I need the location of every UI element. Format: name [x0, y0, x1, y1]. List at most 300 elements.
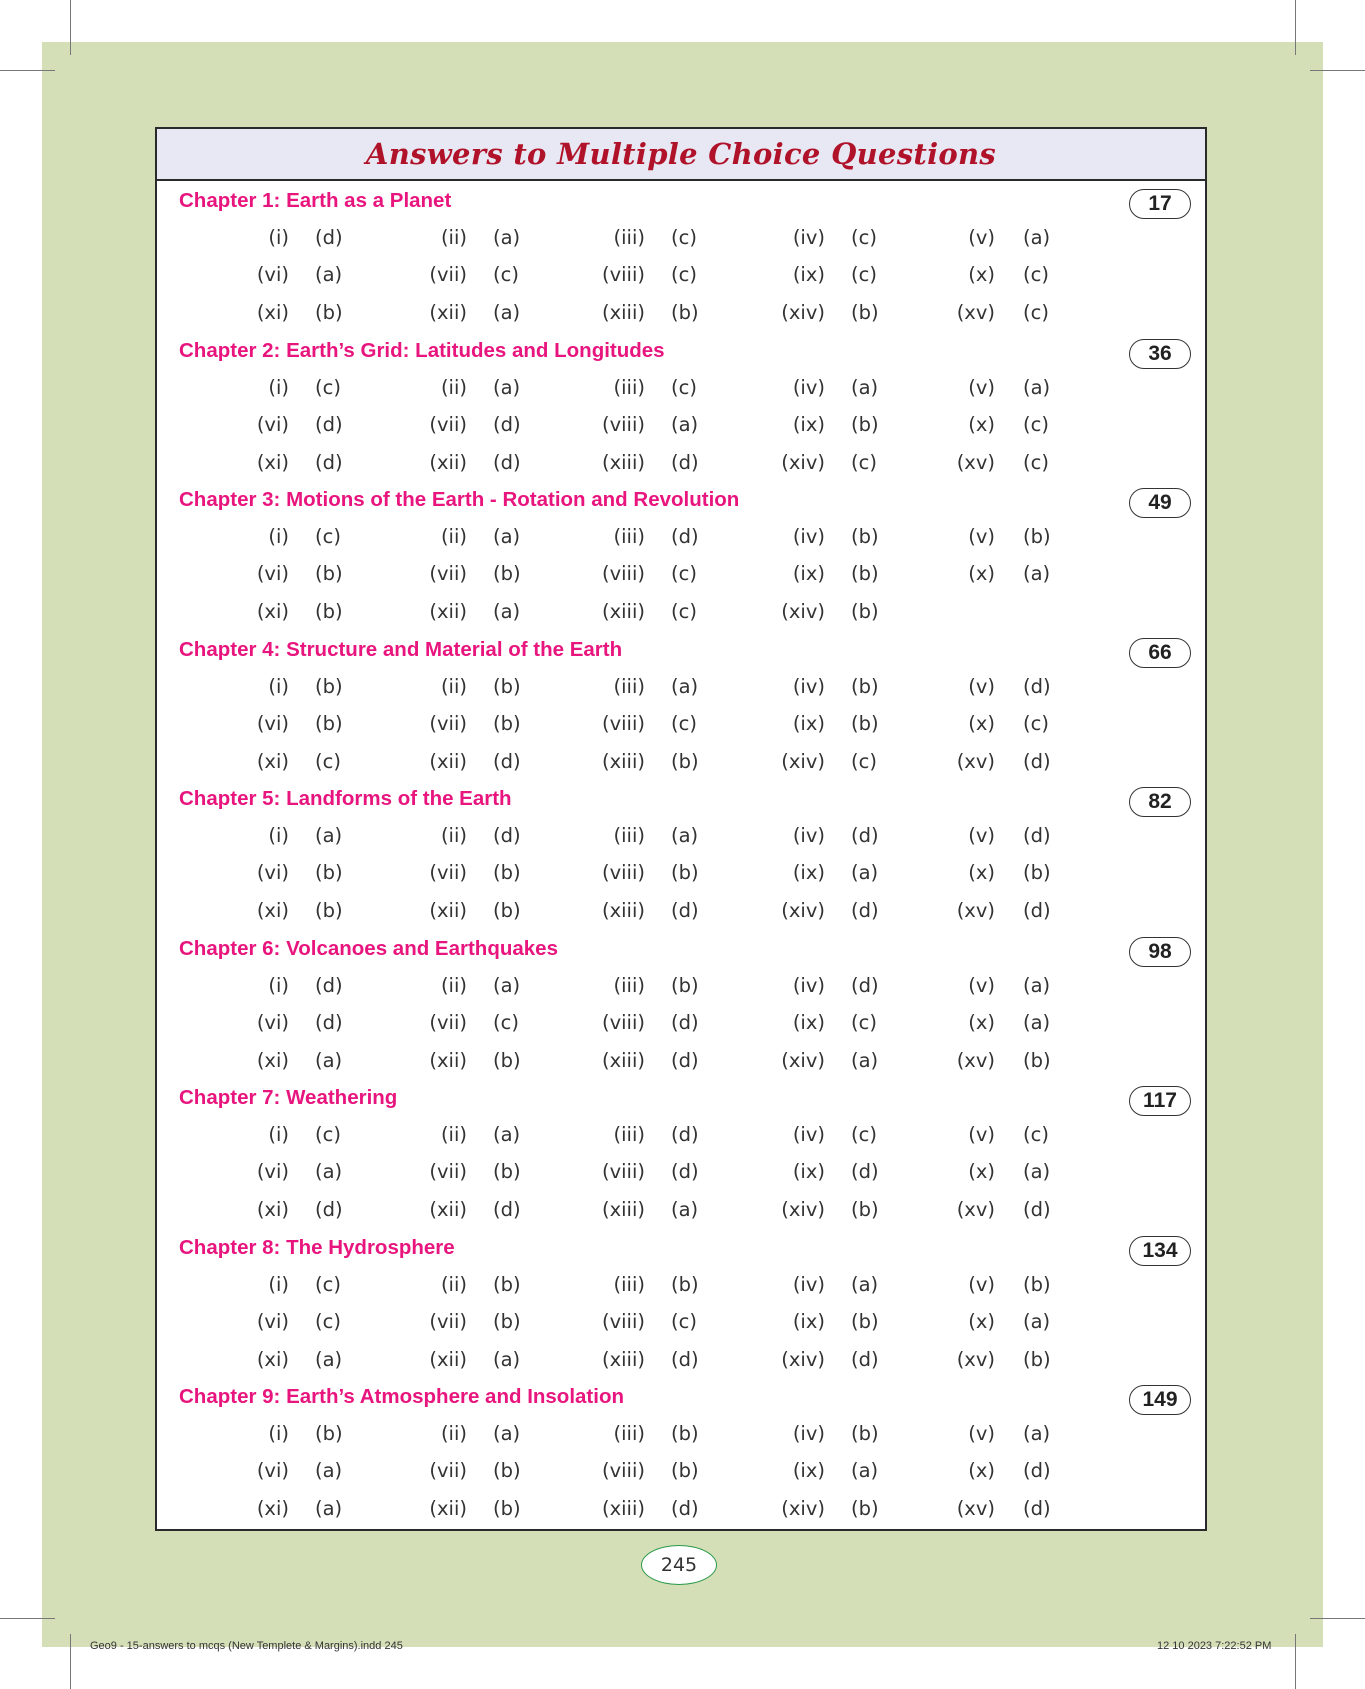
- answer-option: (d): [493, 412, 521, 436]
- question-number: (xi): [256, 450, 289, 474]
- chapter-block: [157, 929, 1205, 1079]
- crop-mark: [70, 1634, 71, 1689]
- answer-option: (c): [493, 263, 519, 286]
- question-number: (x): [968, 412, 995, 436]
- answer-option: (b): [671, 973, 699, 997]
- question-number: (x): [968, 1309, 995, 1333]
- question-number: (ii): [440, 1272, 467, 1296]
- answer-option: (d): [671, 450, 699, 474]
- chapter-heading: Chapter 7: Weathering: [179, 1086, 398, 1109]
- answer-row: [157, 1497, 1205, 1527]
- answer-row: [157, 600, 1205, 630]
- question-number: (xi): [256, 899, 289, 922]
- answer-option: (b): [315, 301, 343, 324]
- answer-option: (b): [315, 674, 343, 698]
- answer-option: (c): [671, 226, 697, 249]
- answer-option: (a): [1023, 1422, 1051, 1445]
- question-number: (vi): [256, 562, 289, 585]
- question-number: (iv): [792, 375, 825, 399]
- panel-header: [157, 129, 1205, 181]
- chapter-heading: Chapter 5: Landforms of the Earth: [179, 787, 512, 810]
- answer-option: (b): [315, 899, 343, 922]
- question-number: (vi): [256, 263, 289, 286]
- chapter-heading: Chapter 4: Structure and Material of the Earth: [179, 637, 623, 661]
- question-number: (xii): [429, 450, 467, 474]
- answer-row: [157, 376, 1205, 406]
- question-number: (ii): [440, 1123, 467, 1146]
- question-number: (vii): [429, 1309, 467, 1333]
- chapter-page-badge: 49: [1129, 488, 1191, 518]
- question-number: (v): [968, 375, 995, 399]
- question-number: (vi): [256, 711, 289, 735]
- answer-option: (c): [1023, 1123, 1049, 1146]
- question-number: (x): [968, 263, 995, 286]
- answer-option: (d): [493, 824, 521, 847]
- question-number: (xiii): [601, 749, 645, 773]
- answer-option: (a): [493, 1347, 521, 1371]
- question-number: (ix): [792, 861, 825, 884]
- answer-option: (d): [315, 226, 343, 249]
- answer-option: (b): [1023, 1272, 1051, 1296]
- chapter-page-badge: 17: [1129, 189, 1191, 219]
- question-number: (xiv): [781, 450, 825, 474]
- answer-option: (c): [1023, 301, 1049, 324]
- answer-option: (c): [1023, 711, 1049, 735]
- answer-option: (c): [671, 711, 697, 735]
- answer-option: (b): [1023, 1347, 1051, 1371]
- answer-row: [157, 1310, 1205, 1340]
- answer-option: (b): [671, 301, 699, 324]
- answer-row: [157, 861, 1205, 891]
- answer-option: (b): [315, 711, 343, 735]
- question-number: (iii): [613, 1272, 645, 1296]
- crop-mark: [1310, 1618, 1365, 1619]
- question-number: (xiv): [781, 301, 825, 324]
- answer-option: (b): [493, 899, 521, 922]
- answer-option: (b): [851, 1422, 879, 1445]
- question-number: (xiv): [781, 749, 825, 773]
- answer-option: (b): [1023, 861, 1051, 884]
- answer-option: (d): [1023, 899, 1051, 922]
- question-number: (v): [968, 525, 995, 548]
- question-number: (xi): [256, 1347, 289, 1371]
- answer-option: (b): [671, 1272, 699, 1296]
- question-number: (xiii): [601, 1048, 645, 1072]
- answer-option: (a): [1023, 226, 1051, 249]
- question-number: (viii): [601, 412, 645, 436]
- question-number: (vi): [256, 412, 289, 436]
- question-number: (viii): [601, 1459, 645, 1482]
- answer-option: (a): [315, 263, 343, 286]
- question-number: (xiv): [781, 1497, 825, 1520]
- question-number: (x): [968, 711, 995, 735]
- chapter-page-badge: 98: [1129, 937, 1191, 967]
- answer-option: (b): [493, 1160, 521, 1183]
- answer-option: (a): [1023, 1160, 1051, 1183]
- answer-option: (a): [851, 1048, 879, 1072]
- answer-option: (d): [851, 1347, 879, 1371]
- answer-option: (b): [851, 674, 879, 698]
- answer-option: (c): [315, 1309, 341, 1333]
- answer-option: (b): [493, 1048, 521, 1072]
- question-number: (xv): [956, 1198, 995, 1221]
- question-number: (xii): [429, 749, 467, 773]
- question-number: (iii): [613, 525, 645, 548]
- question-number: (xv): [956, 1048, 995, 1072]
- chapter-heading: Chapter 9: Earth’s Atmosphere and Insolation: [179, 1385, 624, 1408]
- answer-option: (d): [671, 1048, 699, 1072]
- question-number: (xii): [429, 600, 467, 623]
- question-number: (xv): [956, 1347, 995, 1371]
- question-number: (xi): [256, 301, 289, 324]
- question-number: (viii): [601, 861, 645, 884]
- question-number: (v): [968, 1272, 995, 1296]
- answer-option: (d): [851, 899, 879, 922]
- question-number: (iii): [613, 973, 645, 997]
- answer-row: [157, 1273, 1205, 1303]
- question-number: (ix): [792, 1309, 825, 1333]
- question-number: (xiv): [781, 899, 825, 922]
- answer-option: (b): [315, 1422, 343, 1445]
- answer-option: (a): [671, 824, 699, 847]
- question-number: (xii): [429, 1497, 467, 1520]
- answer-option: (b): [493, 861, 521, 884]
- answer-option: (b): [851, 412, 879, 436]
- question-number: (viii): [601, 1010, 645, 1034]
- answer-option: (d): [671, 525, 699, 548]
- question-number: (ii): [440, 973, 467, 997]
- question-number: (x): [968, 1160, 995, 1183]
- answers-panel: [155, 127, 1207, 1531]
- question-number: (ii): [440, 674, 467, 698]
- question-number: (ix): [792, 1459, 825, 1482]
- answer-option: (c): [851, 1010, 877, 1034]
- answer-row: [157, 1049, 1205, 1079]
- answer-row: [157, 263, 1205, 293]
- answer-row: [157, 1348, 1205, 1378]
- question-number: (xiii): [601, 1497, 645, 1520]
- question-number: (vii): [429, 1160, 467, 1183]
- chapter-heading: Chapter 1: Earth as a Planet: [179, 189, 452, 212]
- answer-row: [157, 451, 1205, 481]
- answer-option: (d): [1023, 1497, 1051, 1520]
- answer-option: (d): [1023, 1198, 1051, 1221]
- question-number: (ix): [792, 1010, 825, 1034]
- question-number: (iii): [613, 824, 645, 847]
- answer-option: (c): [1023, 412, 1049, 436]
- answer-option: (d): [493, 450, 521, 474]
- answer-option: (a): [671, 674, 699, 698]
- answer-option: (d): [1023, 749, 1051, 773]
- answer-option: (c): [315, 375, 341, 399]
- question-number: (x): [968, 1459, 995, 1482]
- answer-option: (c): [1023, 263, 1049, 286]
- question-number: (vi): [256, 861, 289, 884]
- answer-option: (c): [851, 450, 877, 474]
- question-number: (xi): [256, 1497, 289, 1520]
- question-number: (xi): [256, 1198, 289, 1221]
- file-slug: Geo9 - 15-answers to mcqs (New Templete & Margins).indd 245: [90, 1640, 403, 1652]
- answer-option: (b): [671, 1459, 699, 1482]
- answer-option: (c): [493, 1010, 519, 1034]
- answer-option: (b): [1023, 525, 1051, 548]
- question-number: (ix): [792, 711, 825, 735]
- answer-row: [157, 1160, 1205, 1190]
- answer-option: (b): [851, 600, 879, 623]
- question-number: (xv): [956, 1497, 995, 1520]
- question-number: (xii): [429, 1198, 467, 1221]
- answer-option: (b): [493, 1459, 521, 1482]
- answer-option: (d): [315, 1010, 343, 1034]
- question-number: (i): [268, 375, 289, 399]
- answer-row: [157, 525, 1205, 555]
- chapter-block: [157, 1377, 1205, 1527]
- question-number: (vii): [429, 861, 467, 884]
- crop-mark: [0, 1618, 55, 1619]
- answer-option: (b): [493, 562, 521, 585]
- question-number: (vi): [256, 1160, 289, 1183]
- answer-option: (b): [493, 1497, 521, 1520]
- question-number: (viii): [601, 1309, 645, 1333]
- chapter-heading: Chapter 8: The Hydrosphere: [179, 1235, 455, 1259]
- question-number: (xi): [256, 1048, 289, 1072]
- question-number: (xiii): [601, 600, 645, 623]
- question-number: (iv): [792, 1422, 825, 1445]
- answer-option: (b): [493, 674, 521, 698]
- question-number: (vii): [429, 562, 467, 585]
- chapter-block: [157, 480, 1205, 630]
- answer-option: (a): [315, 824, 343, 847]
- chapter-block: [157, 1228, 1205, 1378]
- question-number: (xii): [429, 1347, 467, 1371]
- chapter-page-badge: 36: [1129, 339, 1191, 369]
- answer-option: (a): [851, 861, 879, 884]
- answer-row: [157, 1198, 1205, 1228]
- question-number: (xi): [256, 600, 289, 623]
- question-number: (xii): [429, 301, 467, 324]
- question-number: (xv): [956, 450, 995, 474]
- answer-option: (c): [851, 263, 877, 286]
- page-number: 245: [641, 1545, 717, 1585]
- question-number: (v): [968, 824, 995, 847]
- chapter-page-badge: 149: [1129, 1385, 1191, 1415]
- answer-option: (a): [315, 1459, 343, 1482]
- crop-mark: [70, 0, 71, 55]
- question-number: (xiii): [601, 301, 645, 324]
- question-number: (i): [268, 824, 289, 847]
- answer-option: (d): [671, 1347, 699, 1371]
- question-number: (x): [968, 562, 995, 585]
- answer-row: [157, 899, 1205, 929]
- question-number: (xiv): [781, 1347, 825, 1371]
- question-number: (iv): [792, 226, 825, 249]
- answer-option: (a): [315, 1347, 343, 1371]
- answer-row: [157, 562, 1205, 592]
- answer-row: [157, 226, 1205, 256]
- answer-option: (a): [493, 226, 521, 249]
- chapter-page-badge: 117: [1129, 1086, 1191, 1116]
- question-number: (iv): [792, 824, 825, 847]
- answer-option: (b): [851, 711, 879, 735]
- answer-option: (b): [493, 1272, 521, 1296]
- answer-option: (a): [493, 973, 521, 997]
- question-number: (xiii): [601, 1347, 645, 1371]
- question-number: (vii): [429, 1459, 467, 1482]
- crop-mark: [1295, 1634, 1296, 1689]
- answer-option: (d): [671, 1160, 699, 1183]
- question-number: (x): [968, 1010, 995, 1034]
- crop-mark: [1310, 70, 1365, 71]
- question-number: (ii): [440, 1422, 467, 1445]
- answer-option: (d): [671, 1497, 699, 1520]
- answer-option: (d): [1023, 674, 1051, 698]
- question-number: (ix): [792, 263, 825, 286]
- question-number: (v): [968, 226, 995, 249]
- answer-option: (c): [315, 749, 341, 773]
- question-number: (vii): [429, 412, 467, 436]
- question-number: (vii): [429, 263, 467, 286]
- answer-row: [157, 1459, 1205, 1489]
- answer-option: (a): [851, 1272, 879, 1296]
- question-number: (i): [268, 226, 289, 249]
- chapter-page-badge: 66: [1129, 638, 1191, 668]
- question-number: (iv): [792, 674, 825, 698]
- answer-option: (d): [851, 1160, 879, 1183]
- answer-option: (c): [851, 749, 877, 773]
- answer-option: (d): [315, 450, 343, 474]
- question-number: (x): [968, 861, 995, 884]
- question-number: (vi): [256, 1309, 289, 1333]
- answer-option: (c): [315, 525, 341, 548]
- answer-option: (a): [493, 375, 521, 399]
- question-number: (xv): [956, 301, 995, 324]
- answer-option: (a): [493, 1123, 521, 1146]
- answer-option: (d): [671, 1010, 699, 1034]
- question-number: (xiv): [781, 1048, 825, 1072]
- crop-mark: [0, 70, 55, 71]
- chapter-block: [157, 331, 1205, 481]
- question-number: (viii): [601, 1160, 645, 1183]
- chapter-block: [157, 181, 1205, 331]
- question-number: (iv): [792, 525, 825, 548]
- answer-row: [157, 675, 1205, 705]
- answer-option: (c): [851, 226, 877, 249]
- question-number: (viii): [601, 711, 645, 735]
- answer-option: (c): [671, 1309, 697, 1333]
- answer-option: (c): [671, 562, 697, 585]
- answer-option: (a): [1023, 973, 1051, 997]
- answer-row: [157, 974, 1205, 1004]
- answer-row: [157, 1011, 1205, 1041]
- question-number: (xiv): [781, 600, 825, 623]
- date-slug: 12 10 2023 7:22:52 PM: [1157, 1640, 1272, 1652]
- question-number: (v): [968, 1123, 995, 1146]
- answer-option: (c): [671, 600, 697, 623]
- answer-option: (a): [851, 375, 879, 399]
- answer-option: (a): [851, 1459, 879, 1482]
- question-number: (xv): [956, 899, 995, 922]
- answer-option: (a): [315, 1048, 343, 1072]
- question-number: (xiii): [601, 1198, 645, 1221]
- answer-option: (d): [493, 1198, 521, 1221]
- answer-option: (a): [315, 1497, 343, 1520]
- chapter-page-badge: 82: [1129, 787, 1191, 817]
- answer-option: (b): [493, 711, 521, 735]
- question-number: (vii): [429, 1010, 467, 1034]
- answer-option: (a): [671, 1198, 699, 1221]
- answer-option: (c): [671, 375, 697, 399]
- question-number: (ii): [440, 525, 467, 548]
- answer-option: (b): [315, 562, 343, 585]
- answer-option: (a): [315, 1160, 343, 1183]
- page-title: Answers to Multiple Choice Questions: [365, 137, 997, 171]
- answer-option: (b): [315, 861, 343, 884]
- answer-option: (d): [671, 899, 699, 922]
- answer-option: (b): [851, 1309, 879, 1333]
- answer-option: (a): [493, 525, 521, 548]
- answer-option: (b): [851, 562, 879, 585]
- answer-row: [157, 1123, 1205, 1153]
- question-number: (i): [268, 1272, 289, 1296]
- answer-option: (d): [315, 412, 343, 436]
- question-number: (i): [268, 525, 289, 548]
- chapter-page-badge: 134: [1129, 1236, 1191, 1266]
- chapter-block: [157, 1078, 1205, 1228]
- question-number: (i): [268, 1123, 289, 1146]
- question-number: (iii): [613, 1422, 645, 1445]
- answer-option: (c): [851, 1123, 877, 1146]
- answer-option: (b): [851, 1198, 879, 1221]
- question-number: (xii): [429, 1048, 467, 1072]
- answer-option: (d): [315, 973, 343, 997]
- answer-row: [157, 712, 1205, 742]
- chapter-heading: Chapter 3: Motions of the Earth - Rotation and Revolution: [179, 488, 740, 511]
- question-number: (ix): [792, 562, 825, 585]
- question-number: (i): [268, 674, 289, 698]
- question-number: (iv): [792, 973, 825, 997]
- chapter-heading: Chapter 2: Earth’s Grid: Latitudes and Longitudes: [179, 338, 665, 362]
- answer-row: [157, 1422, 1205, 1452]
- question-number: (xiii): [601, 899, 645, 922]
- question-number: (xiv): [781, 1198, 825, 1221]
- answer-row: [157, 750, 1205, 780]
- question-number: (iii): [613, 226, 645, 249]
- answer-option: (a): [493, 1422, 521, 1445]
- question-number: (ii): [440, 375, 467, 399]
- answer-option: (c): [315, 1123, 341, 1146]
- answer-option: (b): [851, 301, 879, 324]
- question-number: (iii): [613, 674, 645, 698]
- question-number: (v): [968, 1422, 995, 1445]
- chapter-heading: Chapter 6: Volcanoes and Earthquakes: [179, 936, 558, 960]
- answer-option: (a): [493, 600, 521, 623]
- question-number: (viii): [601, 562, 645, 585]
- question-number: (ii): [440, 824, 467, 847]
- question-number: (ii): [440, 226, 467, 249]
- answer-option: (a): [1023, 375, 1051, 399]
- answer-option: (d): [493, 749, 521, 773]
- chapter-list: [157, 181, 1205, 1527]
- answer-row: [157, 824, 1205, 854]
- answer-option: (d): [1023, 824, 1051, 847]
- question-number: (ix): [792, 1160, 825, 1183]
- answer-option: (b): [851, 1497, 879, 1520]
- question-number: (xiii): [601, 450, 645, 474]
- chapter-block: [157, 630, 1205, 780]
- question-number: (vi): [256, 1010, 289, 1034]
- answer-option: (b): [493, 1309, 521, 1333]
- question-number: (iv): [792, 1123, 825, 1146]
